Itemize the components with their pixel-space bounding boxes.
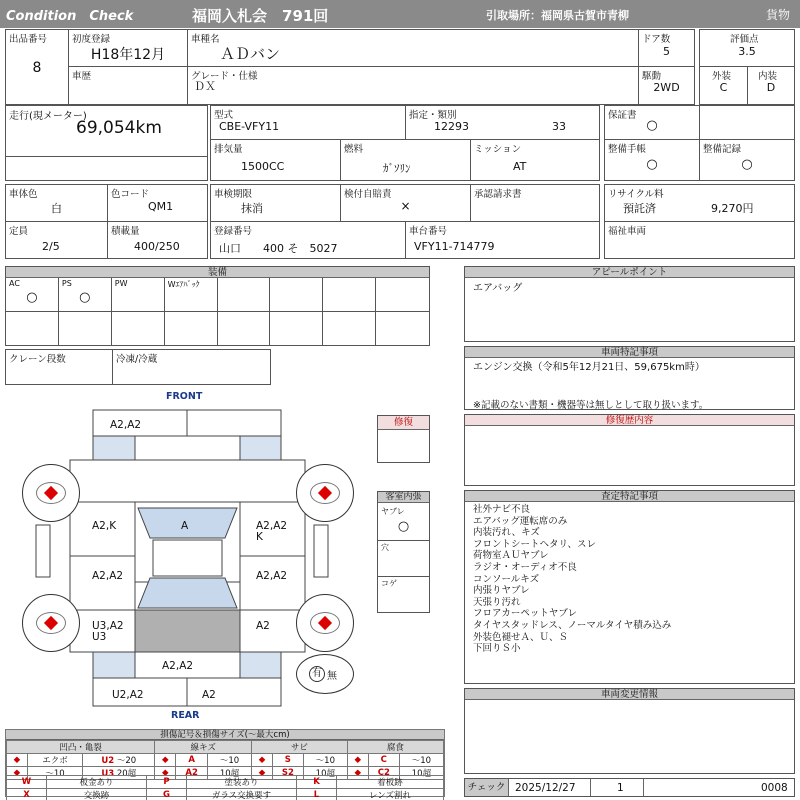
pickup-location: 引取場所：福岡県古賀市青柳 bbox=[486, 9, 629, 22]
mark-right-front: A2,A2 bbox=[256, 520, 288, 532]
equip-empty bbox=[376, 278, 429, 312]
legend-scratch-name: 線キズ bbox=[155, 741, 252, 754]
interior-grade-label: 内装 bbox=[758, 71, 778, 82]
crane-box bbox=[5, 349, 113, 385]
legend-diamond-icon: ◆ bbox=[252, 754, 273, 767]
spare-tire bbox=[296, 654, 354, 694]
legend-corrosion-name: 腐食 bbox=[347, 741, 443, 754]
interior-grade-box bbox=[747, 66, 795, 105]
inspection-label: 車検期限 bbox=[214, 189, 253, 200]
mark-left-rear: U3,A2 bbox=[92, 620, 124, 632]
first-reg-label: 初度登録 bbox=[72, 34, 111, 45]
legend-rust-b: ～10 bbox=[303, 754, 347, 767]
load-box bbox=[107, 221, 208, 259]
assessment-line: 天張り汚れ bbox=[473, 596, 521, 608]
doors-label: ドア数 bbox=[642, 34, 671, 45]
appeal-text: エアバッグ bbox=[473, 283, 523, 294]
insurance-mark: × bbox=[400, 199, 411, 213]
vehicle-type: 貨物 bbox=[766, 8, 791, 22]
assessment-line: フロアカーペットヤブレ bbox=[473, 608, 578, 620]
recycle-box bbox=[604, 184, 795, 222]
car-name-box bbox=[187, 29, 639, 67]
header-left-title: Condition Check bbox=[6, 9, 134, 24]
equipment-panel bbox=[5, 266, 430, 346]
fuel-box bbox=[340, 139, 471, 181]
lot-number: 8 bbox=[32, 60, 42, 76]
legend-rust-a: S bbox=[272, 754, 303, 767]
interior-burn-label: コゲ bbox=[381, 579, 397, 588]
front-label: FRONT bbox=[166, 391, 203, 402]
displacement-box bbox=[210, 139, 341, 181]
record-label: 整備記録 bbox=[703, 144, 742, 155]
equip-empty bbox=[6, 312, 59, 346]
model-box bbox=[210, 105, 406, 140]
legend-diamond-icon: ◆ bbox=[155, 754, 176, 767]
warranty-label: 保証書 bbox=[608, 110, 637, 121]
body-color-box bbox=[5, 184, 108, 222]
equip-empty bbox=[218, 312, 271, 346]
legend-dent-c: ～20 bbox=[116, 756, 137, 766]
drive-value: 2WD bbox=[653, 81, 680, 94]
load-label: 積載量 bbox=[111, 226, 140, 237]
lot-box bbox=[5, 29, 69, 105]
footer-check-label: チェック bbox=[465, 779, 509, 796]
interior-grade-value: D bbox=[766, 81, 776, 94]
recycle-status: 預託済 bbox=[623, 202, 656, 215]
legend-diamond-icon: ◆ bbox=[155, 767, 176, 780]
legend-diamond-icon: ◆ bbox=[7, 754, 28, 767]
assessment-panel bbox=[464, 490, 795, 684]
legend-corrosion-b: ～10 bbox=[399, 754, 443, 767]
rear-label: REAR bbox=[171, 710, 200, 721]
mileage-label: 走行(現メーター) bbox=[9, 111, 87, 122]
legend-code-l: L bbox=[297, 789, 337, 800]
exterior-box bbox=[699, 66, 748, 105]
car-name-label: 車種名 bbox=[191, 34, 220, 45]
exterior-value: C bbox=[719, 81, 728, 94]
mark-hood: A2,A2 bbox=[110, 419, 142, 431]
mark-bumper-left: U2,A2 bbox=[112, 689, 144, 701]
interior-tear-label: ヤブレ bbox=[381, 507, 405, 516]
equip-ac-mark: ○ bbox=[26, 290, 38, 305]
assessment-line: 社外ナビ不良 bbox=[473, 504, 531, 515]
inspection-box bbox=[210, 184, 341, 222]
welfare-label: 福祉車両 bbox=[608, 226, 647, 237]
auction-name: 福岡入札会 791回 bbox=[192, 7, 329, 25]
mileage-box bbox=[5, 105, 208, 181]
score-box bbox=[699, 29, 795, 67]
body-color-label: 車体色 bbox=[9, 189, 38, 200]
equip-ps bbox=[59, 278, 112, 312]
chassis-label: 車台番号 bbox=[409, 226, 448, 237]
claim-label: 承認請求書 bbox=[474, 189, 522, 200]
equip-empty bbox=[165, 312, 218, 346]
repair-box-label: 修復 bbox=[378, 416, 429, 430]
equip-empty bbox=[376, 312, 429, 346]
legend-corrosion-f: 10超 bbox=[399, 767, 443, 780]
mark-right-rear: A2 bbox=[256, 620, 270, 632]
mission-label: ミッション bbox=[474, 144, 522, 155]
regno-box bbox=[210, 221, 406, 259]
mark-bumper-right: A2 bbox=[202, 689, 216, 701]
assessment-line: タイヤスタッドレス、ノーマルタイヤ積み込み bbox=[473, 619, 672, 631]
change-info-panel bbox=[464, 688, 795, 774]
record-mark: ○ bbox=[741, 157, 753, 172]
assessment-line: 下回りＳ小 bbox=[473, 643, 521, 655]
welfare-box bbox=[604, 221, 795, 259]
assessment-line: 内装汚れ、キズ bbox=[473, 527, 540, 539]
appeal-title: アピールポイント bbox=[465, 267, 794, 278]
assessment-line: 荷物室ＡＵヤブレ bbox=[473, 550, 549, 562]
fuel-label: 燃料 bbox=[344, 144, 364, 155]
special-notes-panel bbox=[464, 346, 795, 410]
interior-tear-mark: ○ bbox=[397, 519, 410, 534]
designation-box bbox=[405, 105, 600, 140]
model-label: 型式 bbox=[214, 110, 234, 121]
appeal-panel bbox=[464, 266, 795, 342]
interior-title: 客室内張 bbox=[378, 492, 429, 503]
equip-empty bbox=[112, 312, 165, 346]
footer-check bbox=[464, 778, 795, 797]
equip-pw-label: PW bbox=[114, 279, 128, 288]
drive-label: 駆動 bbox=[642, 71, 662, 82]
chassis-box bbox=[405, 221, 600, 259]
mission-box bbox=[470, 139, 600, 181]
legend-code-p: P bbox=[147, 776, 187, 789]
repair-history-title: 修復歴内容 bbox=[465, 415, 794, 426]
legend-code-w-desc: 板金あり bbox=[47, 776, 147, 789]
legend-scratch-b: ～10 bbox=[207, 754, 251, 767]
spare-yes-mark: 有 bbox=[309, 666, 325, 682]
history-label: 車歴 bbox=[72, 71, 92, 82]
car-diagram bbox=[0, 388, 375, 728]
legend-rust-d: S2 bbox=[272, 767, 303, 780]
legend-rust-f: 10超 bbox=[303, 767, 347, 780]
special-notes-disclaimer: ※記載のない書類・機器等は無しとして取り扱います。 bbox=[473, 400, 709, 411]
color-code-label: 色コード bbox=[111, 189, 150, 200]
grade-label: グレード・仕様 bbox=[191, 71, 258, 82]
legend-title: 損傷記号＆損傷サイズ(～最大cm) bbox=[6, 730, 444, 740]
car-name-value: ＡＤバン bbox=[220, 45, 281, 63]
manual-box bbox=[604, 139, 700, 181]
first-reg-value: H18年12月 bbox=[90, 47, 166, 63]
mark-left-rear-u3: U3 bbox=[92, 631, 107, 643]
legend-code-x: X bbox=[7, 789, 47, 800]
manual-label: 整備手帳 bbox=[608, 144, 647, 155]
legend-size-table bbox=[6, 740, 444, 780]
legend-rust-name: サビ bbox=[252, 741, 348, 754]
drive-box bbox=[638, 66, 695, 105]
legend-code-g: G bbox=[147, 789, 187, 800]
mark-right-front-k: K bbox=[256, 531, 263, 543]
repair-box bbox=[377, 415, 430, 463]
special-notes-line1: エンジン交換（令和5年12月21日、59,675km時） bbox=[473, 362, 705, 373]
tire-front-left bbox=[22, 464, 80, 522]
equip-empty bbox=[270, 312, 323, 346]
insurance-box bbox=[340, 184, 471, 222]
tire-rear-left bbox=[22, 594, 80, 652]
regno-value: 山口 400 そ 5027 bbox=[219, 242, 338, 255]
inspection-value: 抹消 bbox=[241, 202, 263, 215]
tire-front-right bbox=[296, 464, 354, 522]
legend-dent-b: U2 bbox=[101, 756, 115, 766]
equipment-title: 装備 bbox=[6, 267, 429, 278]
equip-ac bbox=[6, 278, 59, 312]
legend-scratch-f: 10超 bbox=[207, 767, 251, 780]
model-value: CBE-VFY11 bbox=[219, 120, 280, 133]
displacement-value: 1500CC bbox=[241, 160, 285, 173]
equip-empty bbox=[218, 278, 271, 312]
recycle-label: リサイクル料 bbox=[608, 189, 664, 200]
equip-empty bbox=[323, 312, 376, 346]
equip-empty bbox=[270, 278, 323, 312]
assessment-line: 内張りヤブレ bbox=[473, 585, 530, 597]
footer-code: 0008 bbox=[761, 782, 788, 794]
grade-value: ＤＸ bbox=[194, 80, 216, 93]
assessment-lines bbox=[473, 504, 671, 655]
legend-code-k-desc: 着板跡 bbox=[337, 776, 444, 789]
capacity-value: 2/5 bbox=[42, 240, 60, 253]
tire-rear-right bbox=[296, 594, 354, 652]
lot-label: 出品番号 bbox=[9, 34, 48, 45]
warranty-box bbox=[604, 105, 700, 140]
equip-ac-label: AC bbox=[9, 279, 20, 288]
legend-diamond-icon: ◆ bbox=[7, 767, 28, 780]
legend-code-x-desc: 交換跡 bbox=[47, 789, 147, 800]
doors-box bbox=[638, 29, 695, 67]
manual-mark: ○ bbox=[646, 157, 658, 172]
warranty-empty-box bbox=[699, 105, 795, 140]
equip-pw bbox=[112, 278, 165, 312]
designation-label: 指定・類別 bbox=[409, 110, 457, 121]
record-box bbox=[699, 139, 795, 181]
equip-ps-label: PS bbox=[61, 279, 72, 288]
chassis-value: VFY11-714779 bbox=[414, 240, 495, 253]
mark-back: A2,A2 bbox=[162, 660, 194, 672]
legend-corrosion-d: C2 bbox=[368, 767, 399, 780]
change-info-title: 車両変更情報 bbox=[465, 689, 794, 700]
body-color-value: 白 bbox=[51, 202, 62, 215]
history-box bbox=[68, 66, 188, 105]
fuel-value: ｶﾞｿﾘﾝ bbox=[383, 162, 411, 175]
legend-dent-d: ～10 bbox=[27, 767, 82, 780]
repair-history-panel bbox=[464, 414, 795, 486]
exterior-label: 外装 bbox=[712, 71, 732, 82]
legend-dent-f: 20超 bbox=[116, 769, 137, 779]
assessment-line: ラジオ・オーディオ不良 bbox=[473, 561, 577, 573]
score-label: 評価点 bbox=[730, 34, 759, 45]
recycle-fee: 9,270円 bbox=[711, 202, 754, 215]
interior-panel bbox=[377, 491, 430, 613]
legend-code-g-desc: ガラス交換要す bbox=[187, 789, 297, 800]
legend-diamond-icon: ◆ bbox=[347, 754, 368, 767]
legend-diamond-icon: ◆ bbox=[347, 767, 368, 780]
freezer-label: 冷凍/冷蔵 bbox=[116, 354, 158, 365]
footer-date: 2025/12/27 bbox=[515, 782, 576, 794]
capacity-label: 定員 bbox=[9, 226, 29, 237]
interior-hole-label: 穴 bbox=[381, 543, 389, 552]
category-value: 33 bbox=[552, 120, 566, 133]
mark-windshield: A bbox=[181, 520, 189, 532]
freezer-box bbox=[112, 349, 271, 385]
legend-code-l-desc: レンズ割れ bbox=[337, 789, 444, 800]
mileage-value: 69,054km bbox=[76, 118, 162, 138]
legend-dent-a: エクボ bbox=[27, 754, 82, 767]
legend-code-k: K bbox=[297, 776, 337, 789]
legend-corrosion-a: C bbox=[368, 754, 399, 767]
mark-left-mid: A2,A2 bbox=[92, 570, 124, 582]
color-code-value: QM1 bbox=[148, 200, 174, 213]
mark-right-mid: A2,A2 bbox=[256, 570, 288, 582]
doors-value: 5 bbox=[663, 45, 670, 58]
special-notes-title: 車両特記事項 bbox=[465, 347, 794, 358]
header-bar bbox=[0, 0, 800, 28]
legend-dent-e: U3 bbox=[101, 769, 115, 779]
regno-label: 登録番号 bbox=[214, 226, 253, 237]
crane-label: クレーン段数 bbox=[9, 354, 66, 365]
equip-airbag-label: Wｴｱﾊﾞｯｸ bbox=[167, 280, 200, 289]
grade-box bbox=[187, 66, 639, 105]
load-value: 400/250 bbox=[134, 240, 180, 253]
equip-ps-mark: ○ bbox=[79, 290, 91, 305]
damage-legend bbox=[5, 729, 445, 800]
designation-value: 12293 bbox=[434, 120, 469, 133]
mark-left-front: A2,K bbox=[92, 520, 117, 532]
legend-code-w: W bbox=[7, 776, 47, 789]
warranty-mark: ○ bbox=[646, 118, 658, 133]
score-value: 3.5 bbox=[738, 45, 756, 58]
legend-scratch-d: A2 bbox=[176, 767, 208, 780]
footer-count: 1 bbox=[617, 782, 624, 794]
assessment-line: 外装色褪せＡ、Ｕ、Ｓ bbox=[473, 631, 569, 643]
legend-dent-name: 凹凸・亀裂 bbox=[7, 741, 155, 754]
assessment-line: エアバッグ運転席のみ bbox=[473, 515, 568, 527]
legend-diamond-icon: ◆ bbox=[252, 767, 273, 780]
mission-value: AT bbox=[513, 160, 527, 173]
assessment-title: 査定特記事項 bbox=[465, 491, 794, 502]
equip-empty bbox=[323, 278, 376, 312]
first-reg-box bbox=[68, 29, 188, 67]
legend-code-p-desc: 塗装あり bbox=[187, 776, 297, 789]
capacity-box bbox=[5, 221, 108, 259]
insurance-label: 検付自賠責 bbox=[344, 189, 392, 200]
displacement-label: 排気量 bbox=[214, 144, 243, 155]
equip-empty bbox=[59, 312, 112, 346]
color-code-box bbox=[107, 184, 208, 222]
legend-code-table bbox=[6, 775, 444, 800]
legend-scratch-a: A bbox=[176, 754, 208, 767]
assessment-line: フロントシートヘタリ、スレ bbox=[473, 538, 597, 550]
spare-none-label: 無 bbox=[327, 671, 337, 682]
equip-airbag bbox=[165, 278, 218, 312]
claim-box bbox=[470, 184, 600, 222]
assessment-line: コンソールキズ bbox=[473, 573, 540, 585]
